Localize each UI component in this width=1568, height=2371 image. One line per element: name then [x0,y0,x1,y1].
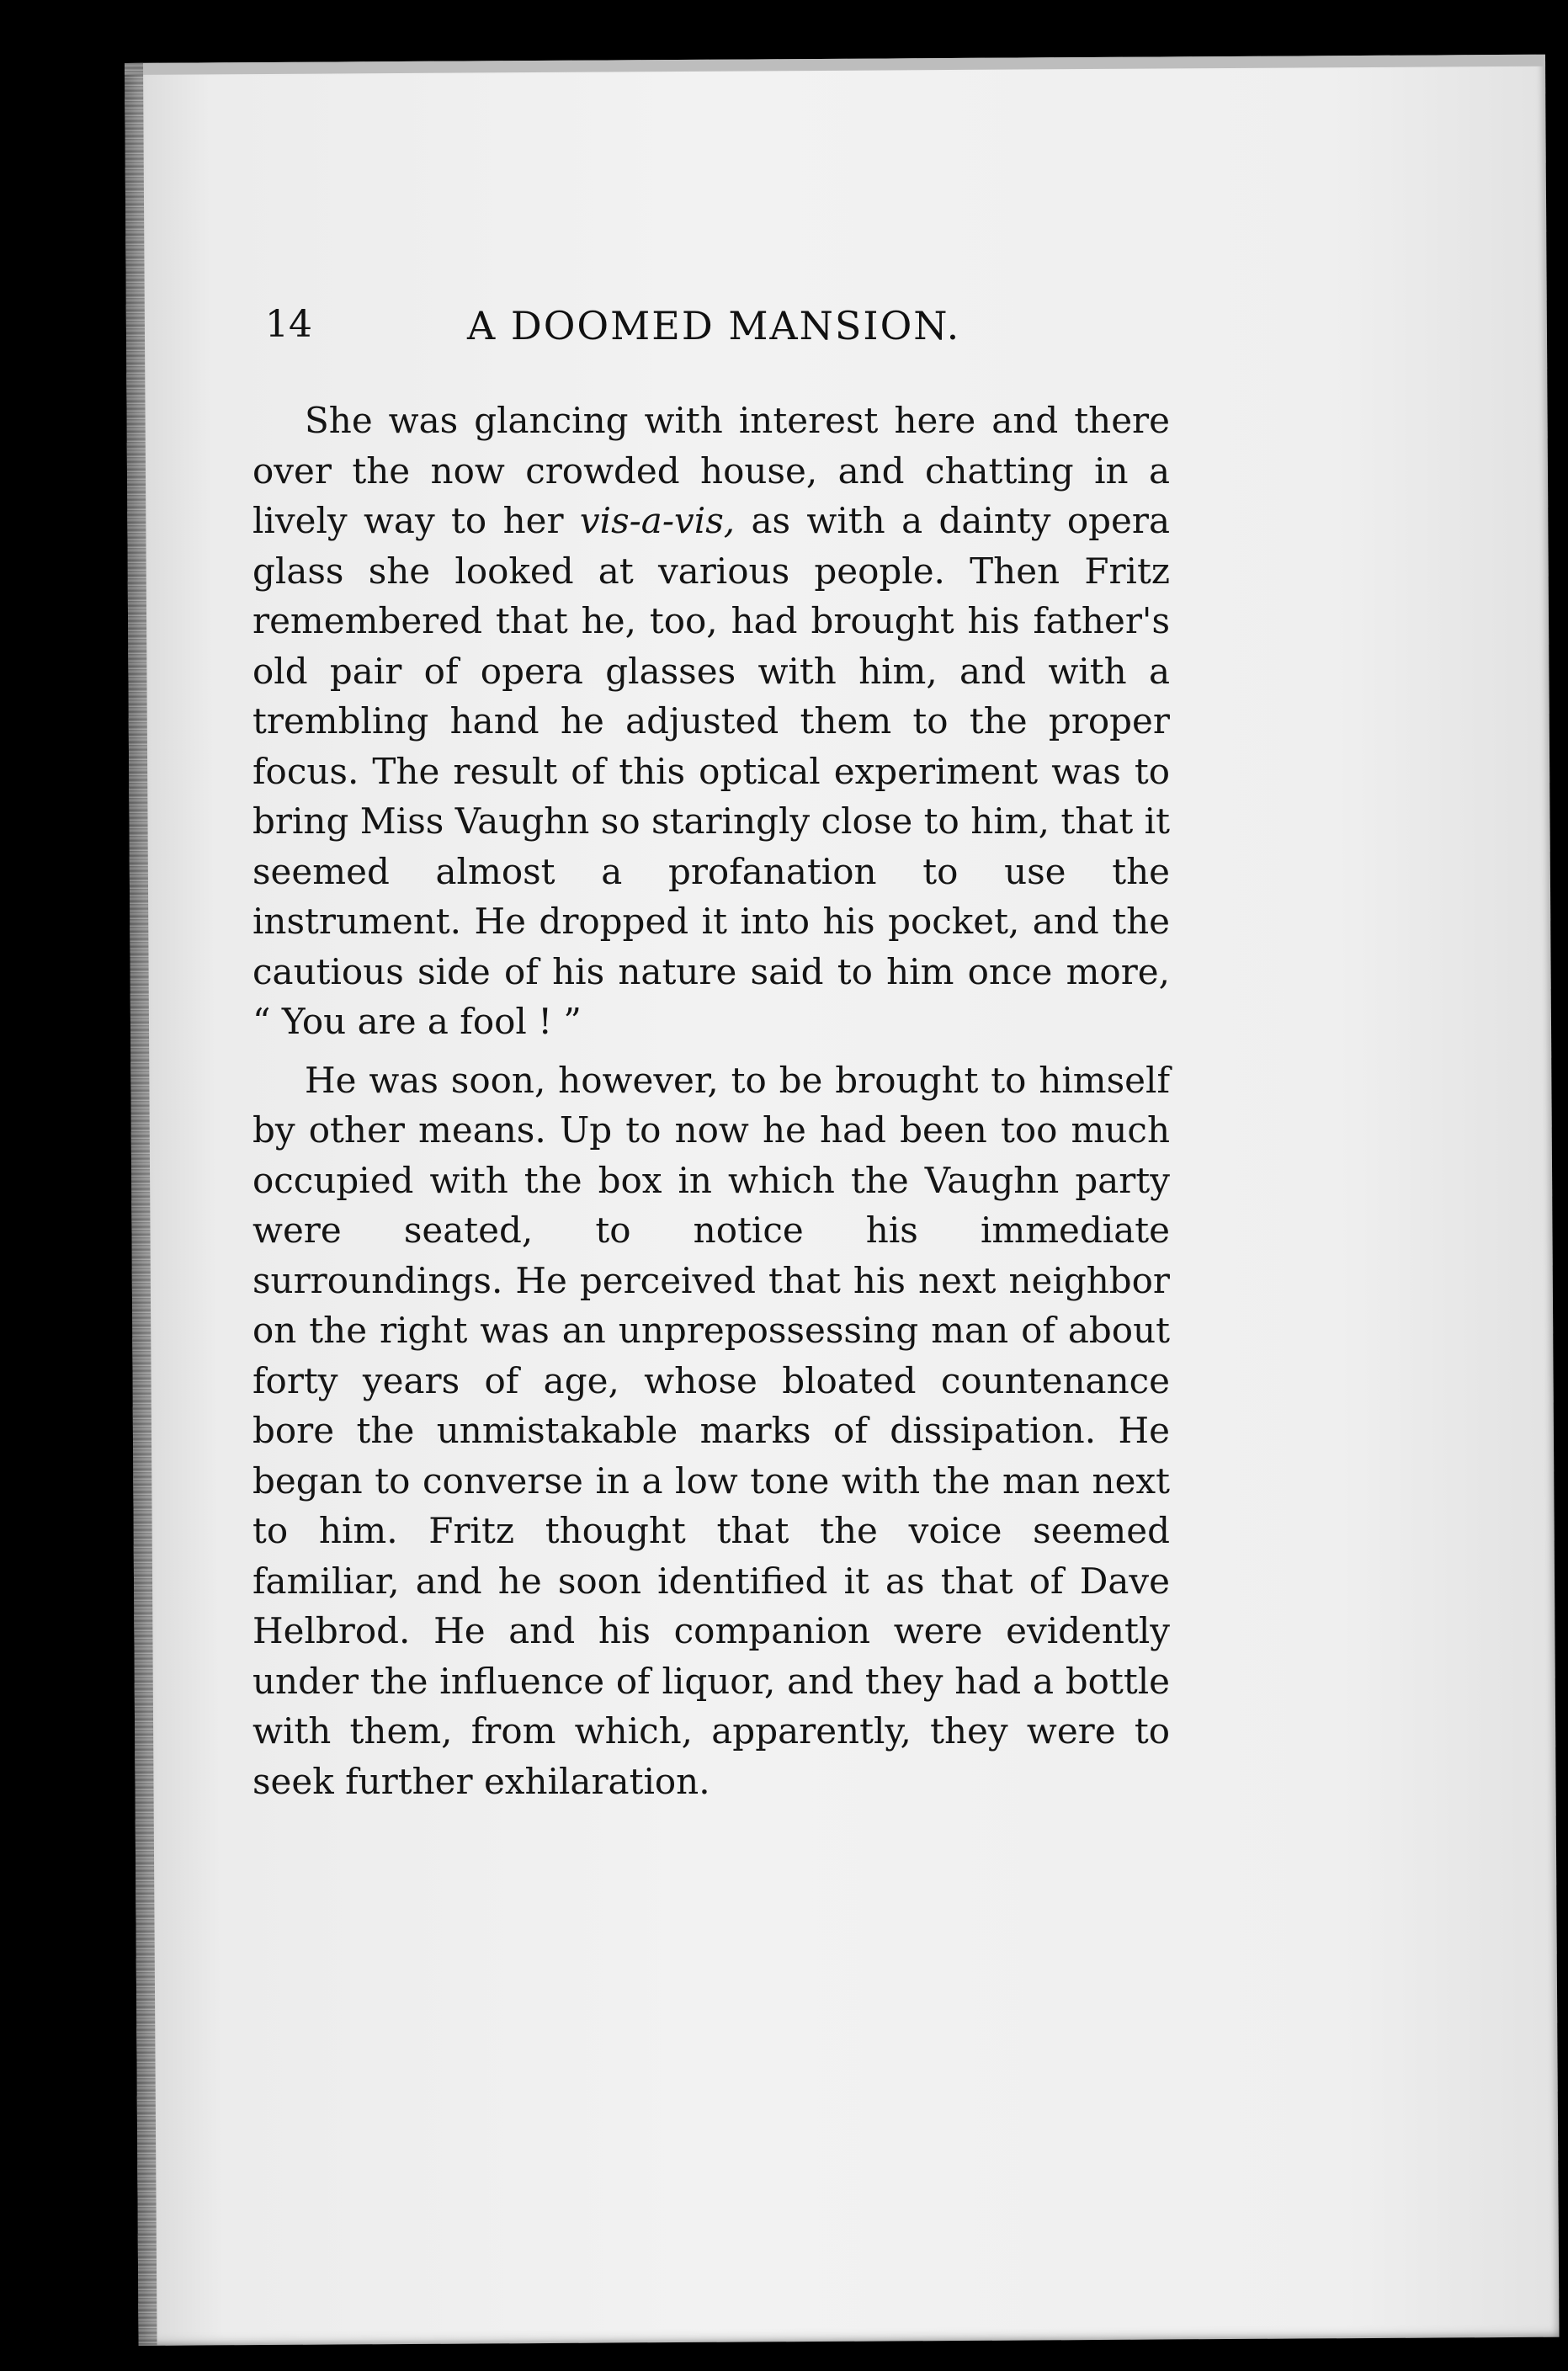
page-binding-edge [125,63,157,2346]
paragraph-1-italic: vis-a-vis, [579,500,736,541]
page-number: 14 [265,303,312,346]
running-head [265,303,1157,362]
running-title: A DOOMED MANSION. [467,303,961,348]
paragraph-1 [252,396,1170,1047]
body-text [252,396,1170,1806]
page-top-edge [125,55,1545,75]
paragraph-1-end: as with a dainty opera glass she looked at various people. Then Fritz remembered that he, too, had brought his father's old pair of opera glasses with him, and with a trembling hand he adjusted them to the proper focus. The result of this optical experiment was to bring Miss Vaughn so staringly close to him, that it seemed almost a profanation to use the instrument. He dropped it into his pocket, and the cautious side of his nature said to him once more, “ You are a fool ! ” [252,500,1170,1042]
paragraph-1-start: She was glancing with interest here and there over the now crowded house, and chatting in a lively way to her [252,400,1170,541]
paragraph-2: He was soon, however, to be brought to himself by other means. Up to now he had been too much occupied with the box in which the Vaughn party were seated, to notice his immediate surroundings. He perceived that his next neighbor on the right was an unprepossessing man of about forty years of age, whose bloated countenance bore the unmistakable marks of dissipation. He began to converse in a low tone with the man next to him. Fritz thought that the voice seemed familiar, and he soon identified it as that of Dave Helbrod. He and his companion were evidently under the influence of liquor, and they had a bottle with them, from which, apparently, they were to seek further exhilaration. [252,1059,1170,1802]
